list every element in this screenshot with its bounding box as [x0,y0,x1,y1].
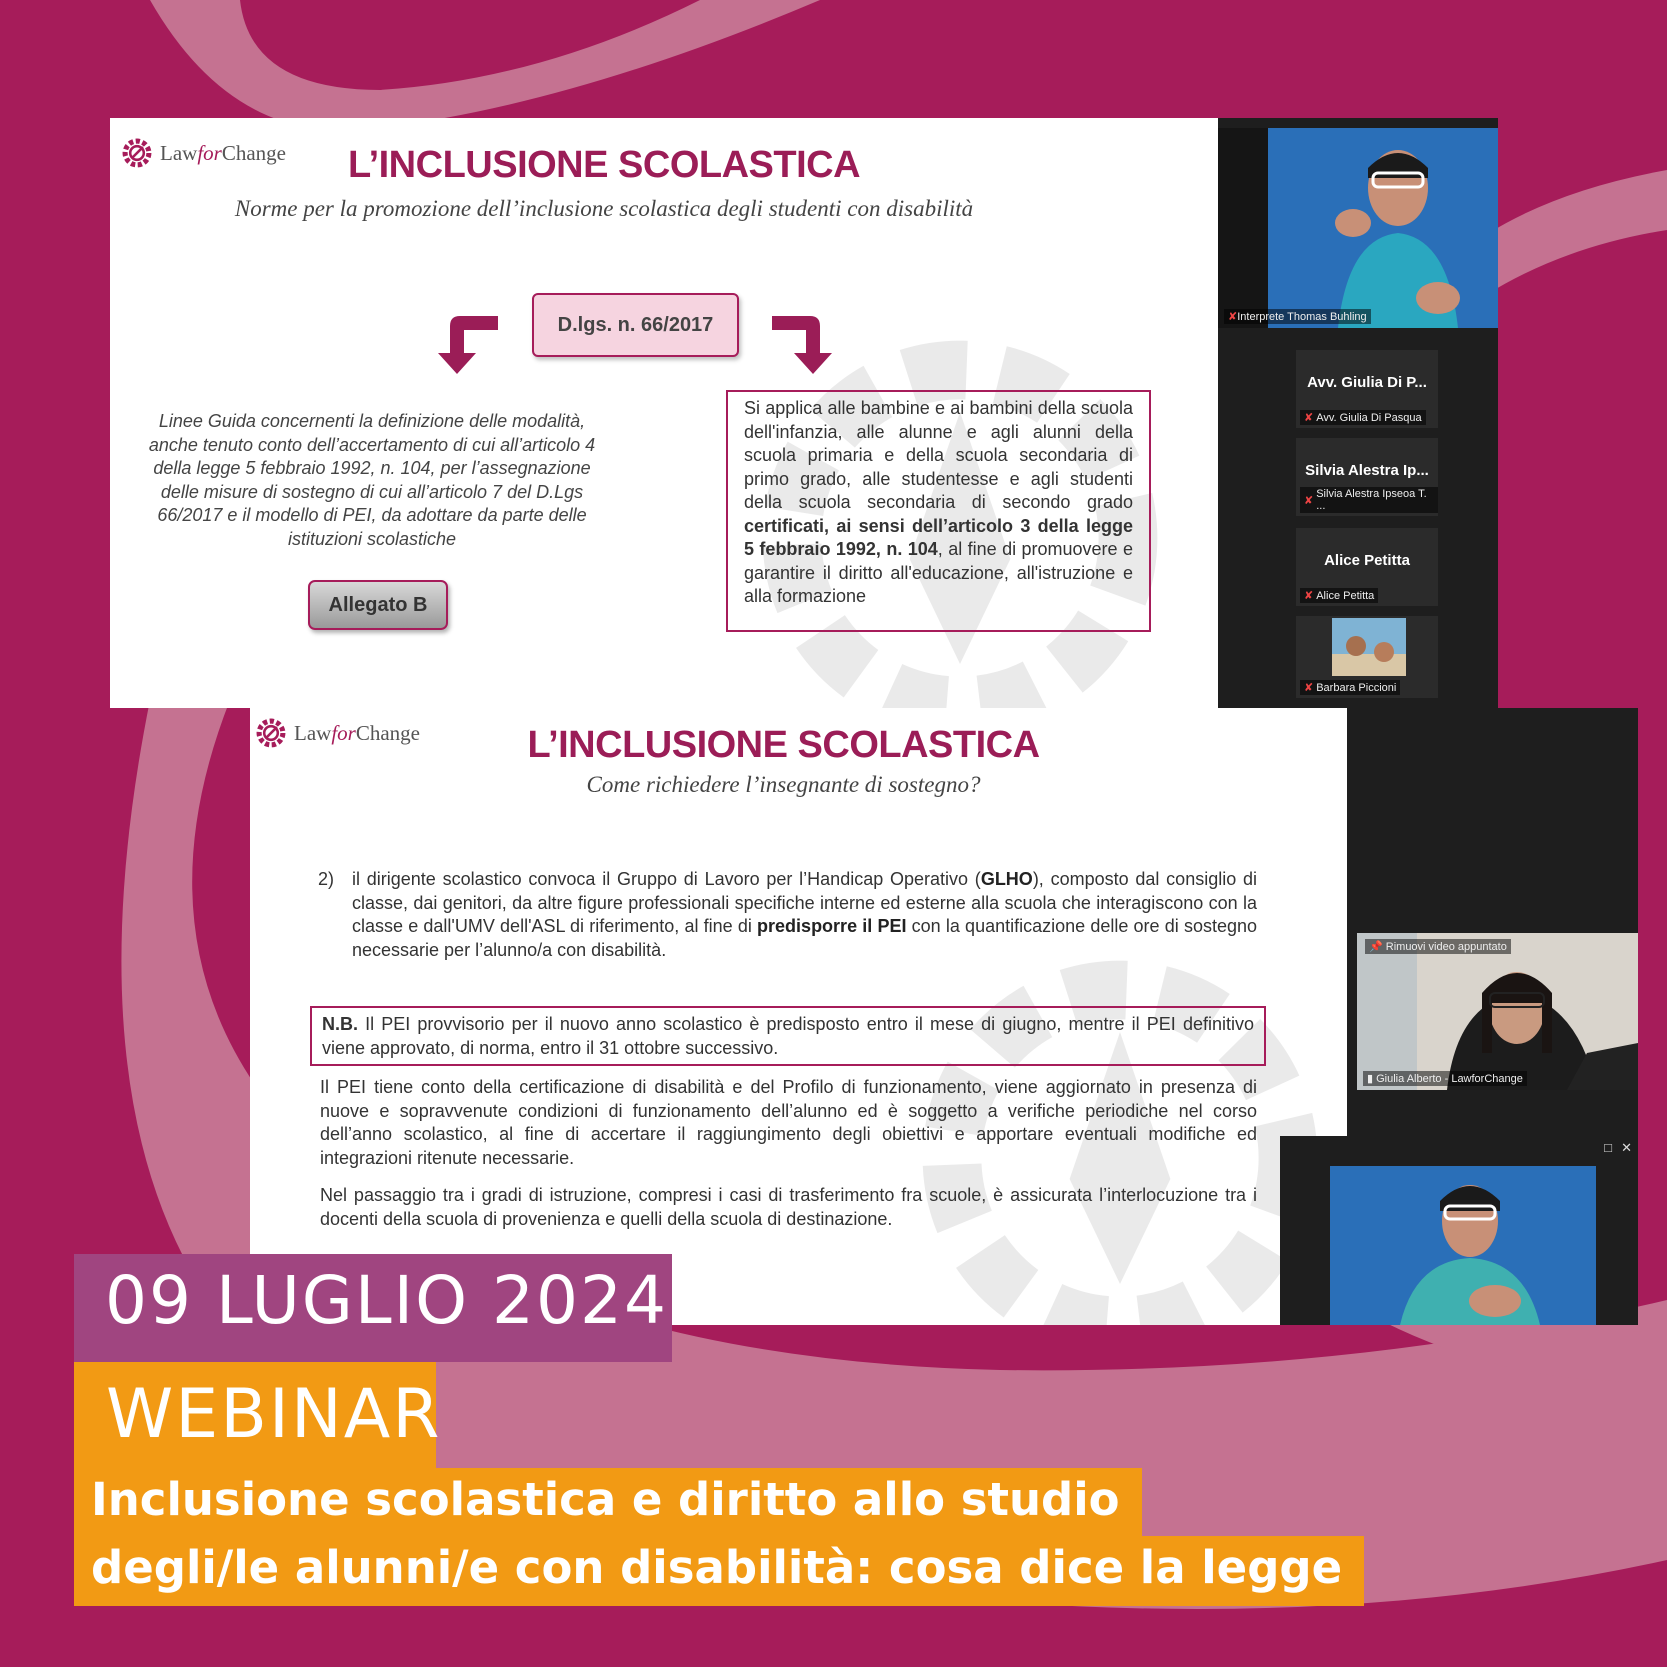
video-name-text: Giulia Alberto - LawforChange [1376,1073,1523,1085]
participant-tile[interactable] [1296,528,1438,606]
shared-slide-1 [110,118,1218,708]
mic-muted-icon: ✘ [1228,311,1238,323]
floating-video-window[interactable] [1280,1136,1638,1325]
item-text-c: ), composto dal consiglio di classe, dai genitori, da altre figure professionali specifiche interne ed esterne alla scuola che interagiscono con la classe e dall'UMV dell'ASL di riferimento, al fine di [352,869,1258,936]
shared-slide-2 [250,708,1347,1325]
nb-text: Il PEI provvisorio per il nuovo anno scolastico è predisposto entro il mese di giugno, mentre il PEI definitivo viene approvato, di norma, entro il 31 ottobre successivo. [322,1014,1254,1058]
pinned-label[interactable] [1365,939,1511,954]
interpreter-video-feed [1330,1166,1596,1325]
applicability-text-a: Si applica alle bambine e ai bambini della scuola dell'infanzia, alle alunne e agli alunni della scuola primaria e della scuola secondaria di primo grado, alle studentesse e agli studenti della scuola secondaria di secondo grado [744,398,1133,512]
meeting-screenshot-2 [250,708,1638,1325]
mic-muted-icon: ✘ [1304,590,1314,602]
decree-box: D.lgs. n. 66/2017 [532,293,739,357]
applicability-box [726,390,1151,632]
participant-label-text: Avv. Giulia Di Pasqua [1316,411,1422,424]
pin-icon: 📌 [1369,941,1383,953]
curved-arrow-left-icon [430,308,500,378]
slide-subtitle: Come richiedere l’insegnante di sostegno? [586,772,981,797]
close-icon[interactable]: ✕ [1621,1140,1632,1155]
participant-label-text: Barbara Piccioni [1316,681,1397,694]
participant-label-text: Silvia Alestra Ipseoa T. ... [1316,488,1427,512]
logo-law: Law [294,720,332,745]
logo-change: Change [221,140,286,165]
participant-label [1300,487,1438,513]
participant-avatar-photo [1332,618,1406,676]
participant-tile[interactable] [1296,616,1438,698]
list-item-text [352,868,1257,962]
applicability-text-bold: certificati, ai sensi dell’articolo 3 della legge 5 febbraio 1992, n. 104 [744,515,1133,559]
participant-label-text: Alice Petitta [1316,589,1375,602]
allegato-b-button: Allegato B [308,580,448,630]
signal-icon: ▮ [1367,1073,1374,1085]
pinned-label-text: Rimuovi video appuntato [1385,941,1507,953]
maximize-icon[interactable]: □ [1604,1140,1612,1155]
logo-change: Change [355,720,420,745]
participant-label [1300,410,1426,425]
pinned-video-feed [1357,933,1638,1090]
nb-label: N.B. [322,1014,358,1034]
logo-law: Law [160,140,198,165]
interpreter-video[interactable] [1218,128,1498,328]
participant-label [1300,588,1378,603]
applicability-text-c: , al fine di promuovere e garantire il diritto all'educazione, all'istruzione e alla formazione [744,539,1133,606]
item-text-e: con la quantificazione delle ore di sostegno necessarie per l’alunno/a con disabilità. [352,916,1257,960]
passaggio-paragraph: Nel passaggio tra i gradi di istruzione, compresi i casi di trasferimento fra scuole, è assicurata l’interlocuzione tra i docenti della scuola di provenienza e quelli della scuola di destinazione. [320,1185,1257,1229]
participant-name: Avv. Giulia Di P... [1307,374,1427,391]
meeting-screenshot-1 [110,118,1498,708]
slide-title: L’INCLUSIONE SCOLASTICA [527,724,1040,766]
pei-paragraph: Il PEI tiene conto della certificazione di disabilità e del Profilo di funzionamento, viene aggiornato in presenza di nuove e sopravvenute condizioni di funzionamento dell’alunno ed è soggetto a verifiche periodiche nel corso dell’anno scolastico, al fine di accertare il raggiungimento degli obiettivi e apportare eventuali modifiche ed integrazioni ritenute necessarie. [320,1077,1257,1168]
webinar-date: 09 LUGLIO 2024 [105,1262,669,1339]
nb-box [310,1006,1266,1066]
participant-label [1300,680,1400,695]
slide-subtitle: Norme per la promozione dell’inclusione scolastica degli studenti con disabilità [234,196,974,221]
participant-tile[interactable] [1296,350,1438,428]
list-item-number: 2) [318,869,335,889]
item-text-glho: GLHO [980,869,1033,889]
curved-arrow-right-icon [770,308,840,378]
interpreter-video-feed [1218,128,1498,328]
webinar-label: WEBINAR [106,1375,442,1454]
item-text-a: il dirigente scolastico convoca il Gruppo di Lavoro per l’Handicap Operativo ( [352,869,981,889]
slide-title: L’INCLUSIONE SCOLASTICA [347,144,861,186]
video-name-label [1363,1071,1527,1086]
logo-for: for [331,720,356,745]
webinar-title-line2: degli/le alunni/e con disabilità: cosa dice la legge [91,1541,1343,1594]
mic-muted-icon: ✘ [1304,682,1314,694]
linee-guida-text: Linee Guida concernenti la definizione delle modalità, anche tenuto conto dell’accertamento di cui all’articolo 4 della legge 5 febbraio 1992, n. 104, per l’assegnazione delle misure di sostegno di cui all’articolo 7 del D.Lgs 66/2017 e il modello di PEI, da adottare da parte delle istituzioni scolastiche [148,411,596,549]
logo-for: for [197,140,222,165]
webinar-title-line1: Inclusione scolastica e diritto allo studio [91,1473,1120,1526]
interpreter-label [1224,309,1371,324]
interpreter-name: Interprete Thomas Buhling [1237,311,1367,323]
mic-muted-icon: ✘ [1304,412,1314,424]
pinned-video[interactable] [1357,933,1638,1090]
participants-panel-1 [1218,118,1498,708]
participant-name: Silvia Alestra Ip... [1305,462,1429,479]
mic-muted-icon: ✘ [1304,494,1314,507]
participant-name: Alice Petitta [1324,552,1410,569]
item-text-pei: predisporre il PEI [757,916,907,936]
participant-tile[interactable] [1296,438,1438,516]
